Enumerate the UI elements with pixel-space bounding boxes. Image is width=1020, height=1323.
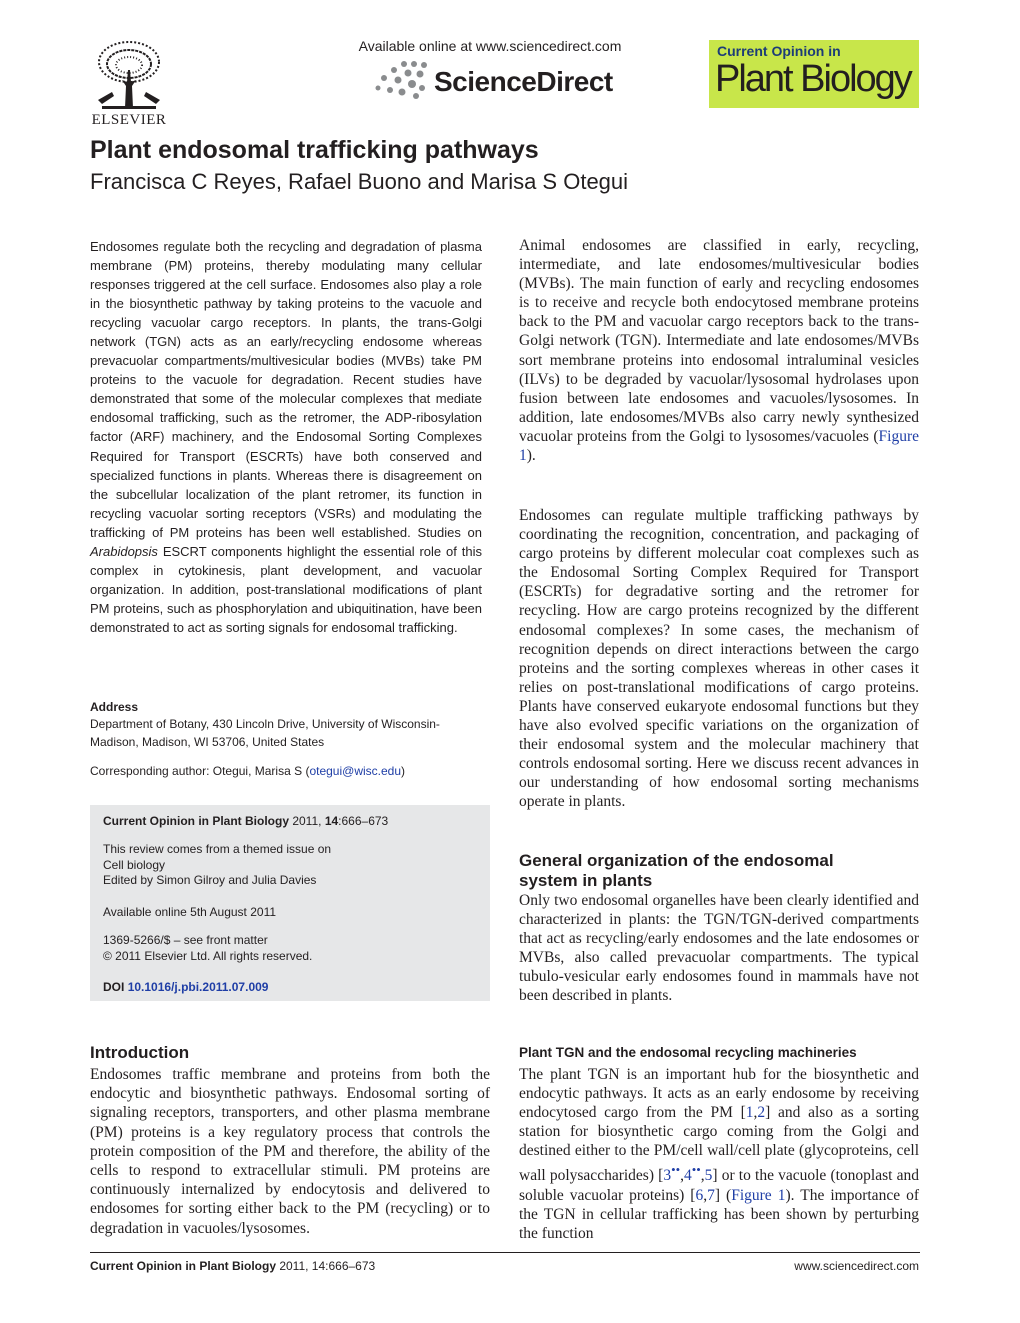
ref-1-link[interactable]: 1 [745,1104,754,1122]
available-online-text: Available online at www.sciencedirect.com [358,38,622,54]
info-pages: :666–673 [338,814,389,828]
info-available: Available online 5th August 2011 [103,905,277,919]
abstract [90,237,482,637]
ref-7-link[interactable]: 7 [707,1186,715,1204]
footer-citation-text: 2011, 14:666–673 [276,1259,376,1273]
info-journal: Current Opinion in Plant Biology [103,814,289,828]
info-year: 2011, [289,814,325,828]
info-theme-line3: Edited by Simon Gilroy and Julia Davies [103,873,317,887]
ref-5-link[interactable]: 5 [704,1167,713,1185]
right-p4-e: ). The importance of the TGN in cellular trafficking has been shown by perturbing the function [519,1186,920,1242]
journal-badge [709,40,919,108]
elsevier-logo [86,40,172,132]
info-copyright: © 2011 Elsevier Ltd. All rights reserved. [103,949,313,963]
sciencedirect-wordmark: ScienceDirect [434,66,613,97]
sciencedirect-dots-icon [374,60,436,100]
info-doi [103,979,268,995]
footer-divider [90,1252,920,1253]
info-issn: 1369-5266/$ – see front matter [103,933,268,947]
info-volume: 14 [324,814,339,828]
info-doi-label: DOI [103,980,125,994]
right-paragraph-3: Only two endosomal organelles have been clearly identified and characterized in plants: the TGN/TGN-derived compartments that act as recycling/early endosomes and the late endosomes or MVBs, also called prevacuolar compartments. The typical tubulo-vesicular early endosomes found in mammals have not been described in plants. [519,892,919,1005]
corresponding-email-link[interactable]: otegui@wisc.edu [309,764,402,778]
right-p4-d: ] ( [714,1186,732,1204]
footer-url-link[interactable]: www.sciencedirect.com [794,1259,919,1273]
figure-1-link[interactable]: Figure 1 [519,427,919,465]
ref-3-mark: •• [671,1162,681,1178]
abstract-text-b: ESCRT components highlight the essential role of this complex in cytokinesis, plant development, and vacuolar organization. In addition, post-translational modifications of plant PM proteins, such as phosphorylation and ubiquitination, have been demonstrated to act as sorting signals for endosomal trafficking. [90,543,482,635]
footer-citation [90,1259,375,1273]
publisher-name: ELSEVIER [91,112,167,128]
right-p4-c: ] or to the vacuole (tonoplast and soluble vacuolar proteins) [ [519,1167,919,1204]
elsevier-tree-icon [92,40,166,112]
abstract-italic: Arabidopsis [90,543,158,559]
article-title: Plant endosomal trafficking pathways [90,136,539,164]
article-info-box [90,805,490,1001]
introduction-body: Endosomes traffic membrane and proteins from both the endocytic and biosynthetic pathways. Endosomal sorting of signaling receptors, transporters, and other plasma membrane (PM) proteins is a key regulatory process that controls the protein composition of the PM and therefore, the ability of the cells to respond to extracellular stimuli. PM proteins are continuously internalized by endocytosis and delivered to endosomes for sorting either back to the PM (recycling) or to degradation in vacuoles/lysosomes. [90,1066,490,1237]
right-paragraph-1 [519,236,919,465]
info-theme-line2: Cell biology [103,858,166,872]
article-authors: Francisca C Reyes, Rafael Buono and Marisa S Otegui [90,169,629,194]
info-theme-line1: This review comes from a themed issue on [103,842,332,856]
corresponding-author [90,764,405,778]
address-body [90,715,485,751]
right-p1-text: Animal endosomes are classified in early, recycling, intermediate, and late endosomes/multivesicular bodies (MVBs). The main function of early and recycling endosomes is to receive and recycle both endocytosed membrane proteins back to the PM and vacuolar cargo receptors back to the trans-Golgi network (TGN). Intermediate and late endosomes/MVBs sort membrane proteins into endosomal intraluminal vesicles (ILVs) to be degraded by vacuolar/lysosomal hydrolases upon fusion between late endosomes and vacuoles/lysosomes. In addition, late endosomes/MVBs also carry newly synthesized vacuolar proteins from the Golgi to lysosomes/vacuoles ( [519,237,919,445]
ref-4-link[interactable]: 4 [683,1167,692,1185]
info-citation [103,813,388,829]
journal-badge-line1: Current Opinion in [717,43,841,59]
info-doi-link[interactable]: 10.1016/j.pbi.2011.07.009 [127,980,269,994]
address-line1: Department of Botany, 430 Lincoln Drive, University of Wisconsin- [90,717,440,731]
right-paragraph-4: The plant TGN is an important hub for the biosynthetic and endocytic pathways. It acts as an early endosome by receiving endocytosed cargo from the PM [1,2] and also as a sorting station for biosynthetic cargo coming from the Golgi and destined either to the PM/cell wall/cell plate (glycoproteins, cell wall polysaccharides) [3••,4••,5] or to the vacuole (tonoplast and soluble vacuolar proteins) [6,7] (Figure 1). The importance of the TGN in cellular trafficking has been shown by perturbing the function [519,1066,920,1242]
ref-3-link[interactable]: 3 [663,1167,672,1185]
journal-badge-line2: Plant Biology [715,58,911,100]
address-line2: Madison, Madison, WI 53706, United States [90,735,325,749]
ref-6-link[interactable]: 6 [695,1186,704,1204]
ref-4-mark: •• [691,1162,701,1178]
corresponding-close: ) [401,764,406,778]
section-heading-line1: General organization of the endosomal [519,851,834,870]
right-p1-end: ). [526,447,536,465]
figure-1-link-2[interactable]: Figure 1 [731,1186,786,1204]
right-paragraph-2: Endosomes can regulate multiple trafficking pathways by coordinating the recognition, concentration, and packaging of cargo proteins by different molecular coat complexes such as the Endosomal Sorting Complex Required for Transport (ESCRTs) for degradative sorting and the retromer for recycling. How are cargo proteins recognized by the different endosomal complexes? In some cases, the mechanism of recognition depends on direct interactions between the cargo proteins and the sorting complexes whereas in other cases it relies on post-translational modifications of cargo proteins. Plants have conserved eukaryote endosomal functions but they have also evolved specific variations on the organization of their endosomal system and the molecular machinery that controls endosomal sorting. Here we discuss recent advances in our understanding of how endosomal sorting mechanisms operate in plants. [519,507,919,811]
section-heading-line2: system in plants [519,871,653,890]
corresponding-label: Corresponding author: Otegui, Marisa S ( [90,764,310,778]
ref-2-link[interactable]: 2 [757,1104,766,1122]
address-heading: Address [90,700,139,714]
introduction-heading: Introduction [90,1043,190,1062]
abstract-text-a: Endosomes regulate both the recycling and degradation of plasma membrane (PM) proteins, thereby modulating many cellular responses triggered at the cell surface. Endosomes also play a role in the biosynthetic pathway by taking proteins to the vacuole and recycling vacuolar cargo receptors. In plants, the trans-Golgi network (TGN) acts as an early/recycling endosome whereas prevacuolar compartments/multivesicular bodies (MVBs) take PM proteins to the vacuole for degradation. Recent studies have demonstrated that some of the molecular complexes that mediate endosomal trafficking, such as the retromer, the ADP-ribosylation factor (ARF) machinery, and the Endosomal Sorting Complexes Required for Transport (ESCRTs) have both conserved and specialized functions in plants. Whereas there is disagreement on the subcellular localization of the plant retromer, its function in recycling vacuolar sorting receptors (VSRs) and modulating the trafficking of PM proteins has been well established. Studies on [90,239,482,540]
right-p4-b: ] and also as a sorting station for biosynthetic cargo coming from the Golgi and destined either to the PM/cell wall/cell plate (glycoproteins, cell wall polysaccharides) [ [519,1104,920,1185]
sciencedirect-logo[interactable] [374,60,614,102]
footer-journal: Current Opinion in Plant Biology [90,1259,276,1273]
section-heading-general-organization [519,851,919,891]
right-p4-a: The plant TGN is an important hub for the biosynthetic and endocytic pathways. It acts as an early endosome by receiving endocytosed cargo from the PM [ [519,1066,919,1122]
subsection-heading-plant-tgn: Plant TGN and the endosomal recycling machineries [519,1045,857,1060]
